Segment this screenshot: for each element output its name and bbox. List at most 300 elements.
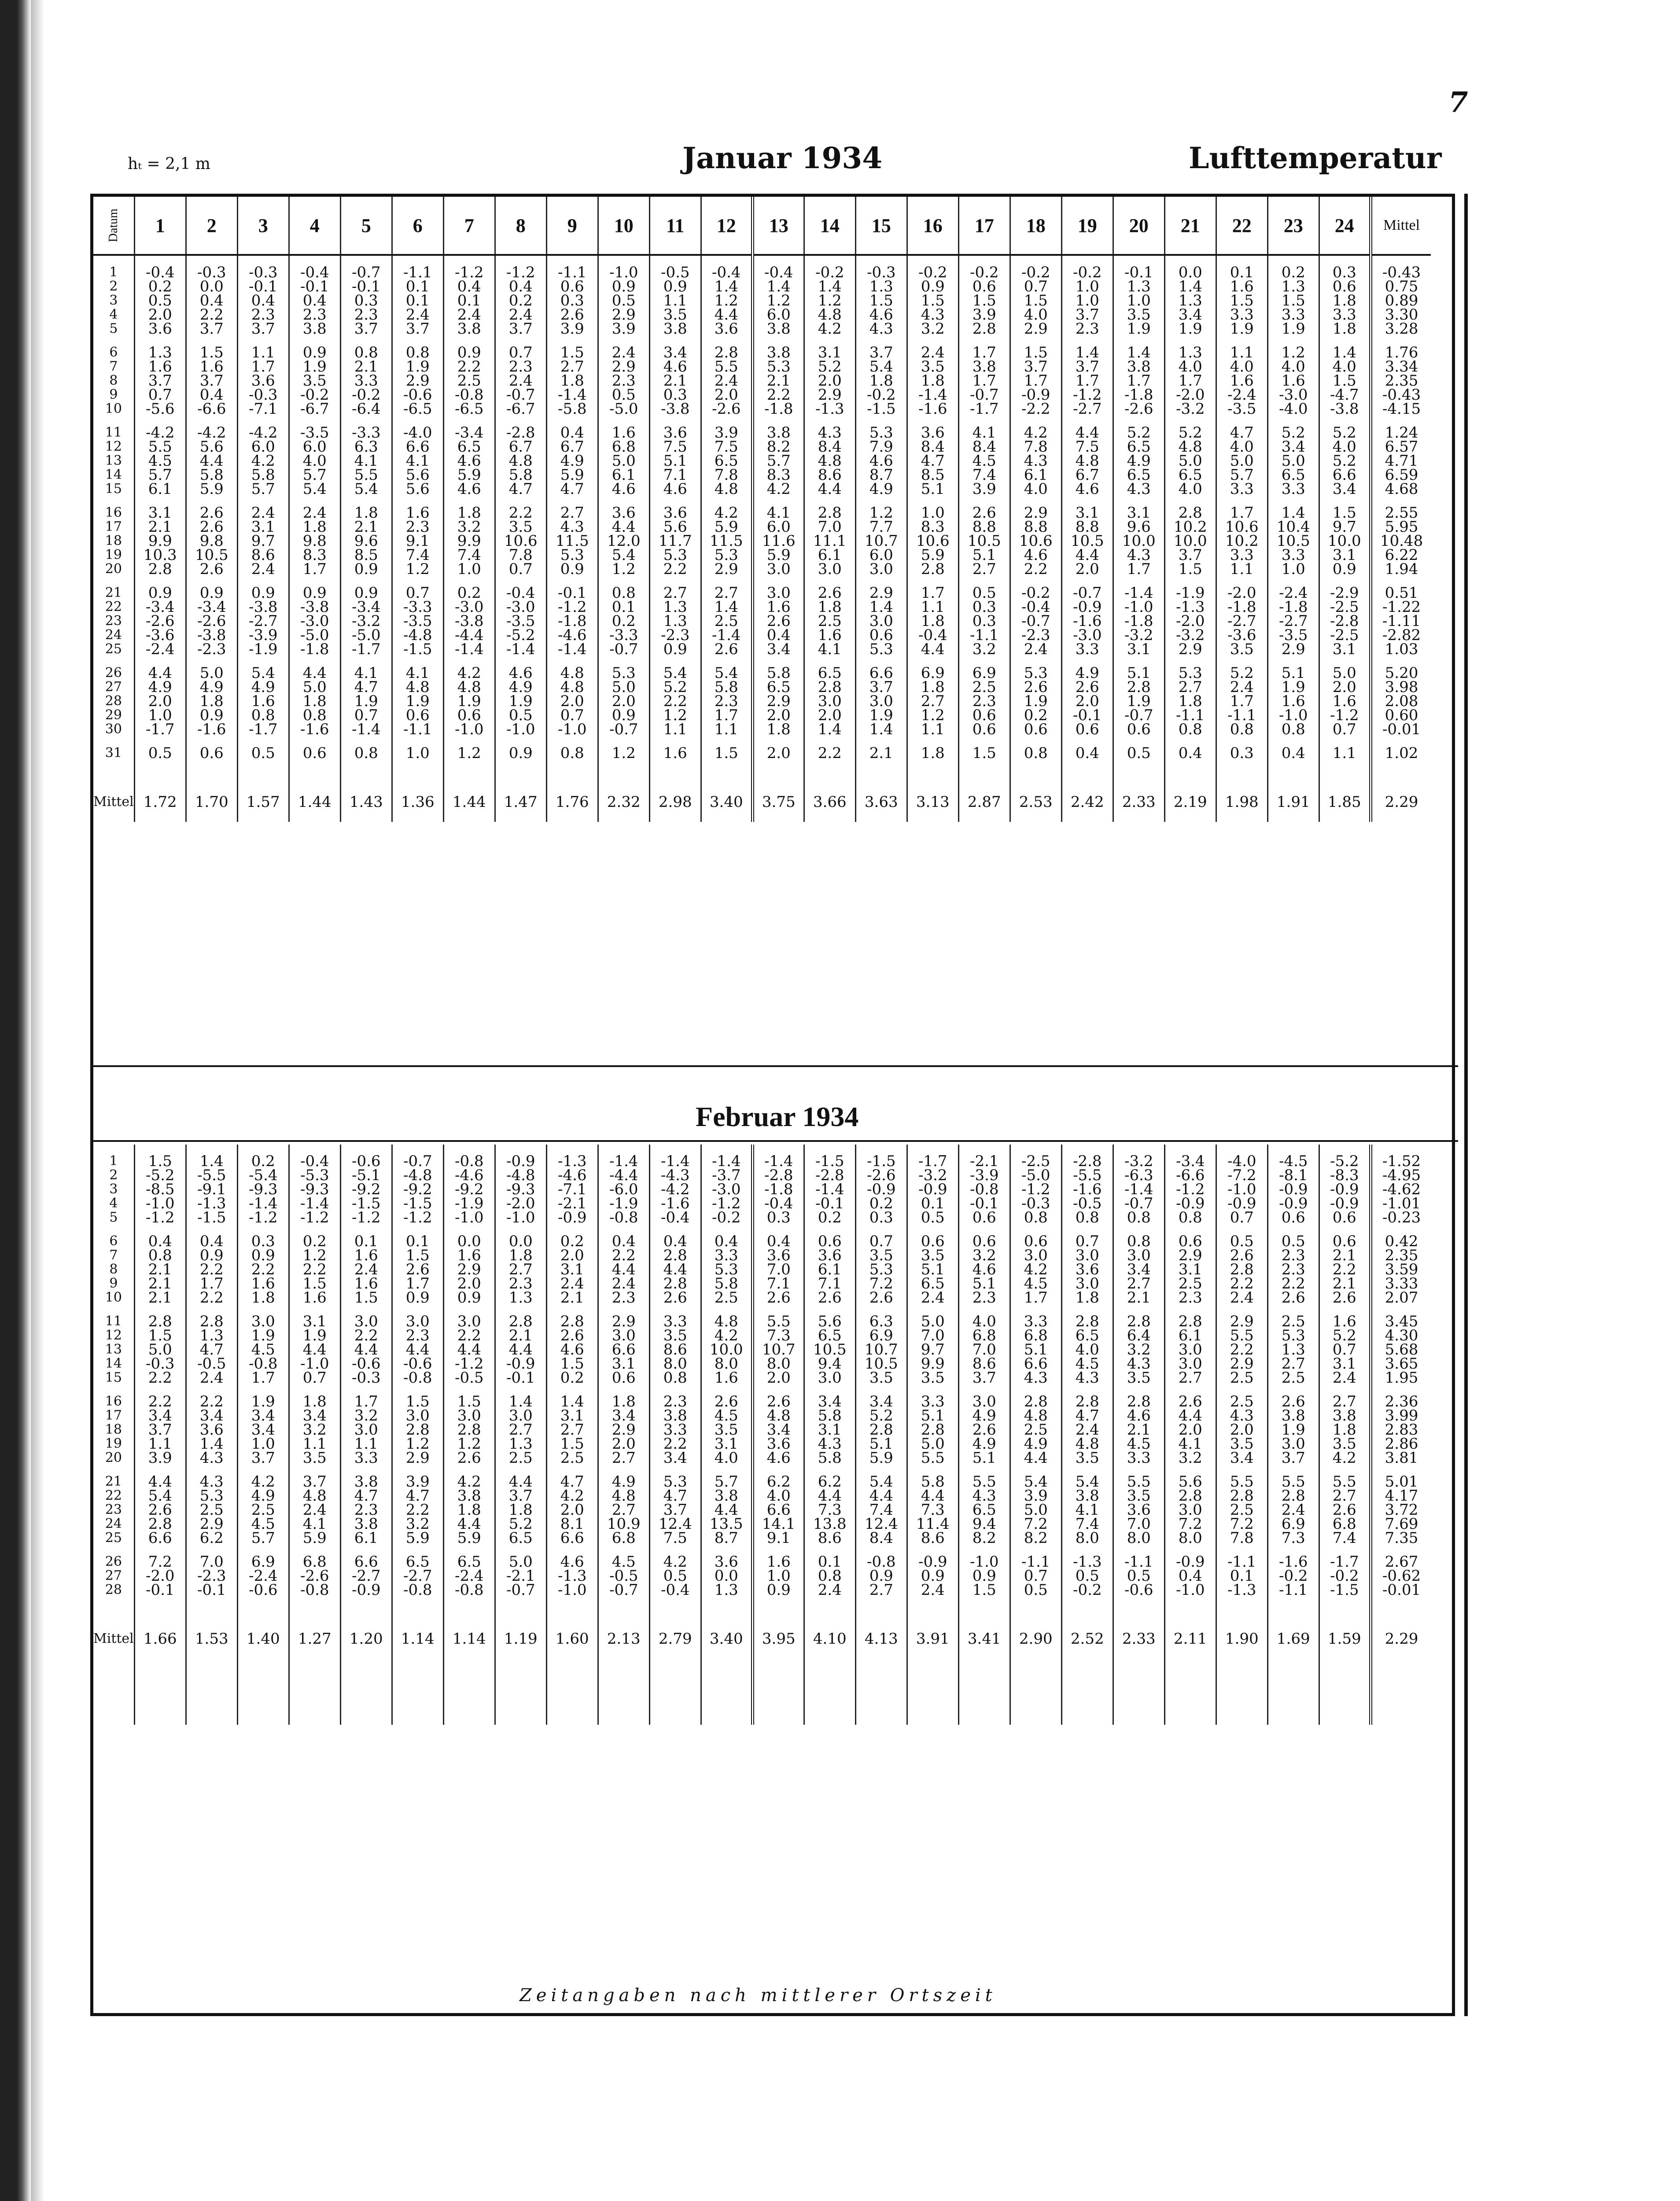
hour-value-cell: 0.1 [598, 600, 649, 614]
hour-value-cell: -7.1 [237, 402, 289, 416]
hour-value-cell: -1.6 [186, 722, 237, 736]
hour-value-cell: 3.0 [1061, 1277, 1113, 1291]
hour-value-cell: 3.2 [392, 1517, 443, 1531]
hour-value-cell: 4.9 [186, 680, 237, 694]
hour-value-cell: 4.9 [1010, 1437, 1061, 1451]
hour-value-cell: 1.6 [1267, 374, 1319, 388]
hour-value-cell: 1.5 [1319, 374, 1371, 388]
table-row [93, 360, 1431, 374]
table-row [93, 1262, 1431, 1277]
hour-value-cell: 10.5 [1267, 534, 1319, 548]
hour-value-cell: 2.4 [1216, 1291, 1267, 1305]
hour-value-cell: 0.8 [1216, 722, 1267, 736]
day-cell: 22 [105, 600, 122, 614]
day-cell: 12 [105, 440, 122, 454]
hour-value-cell: 1.8 [1061, 1291, 1113, 1305]
hour-value-cell: 7.4 [855, 1503, 907, 1517]
hour-value-cell: 0.0 [186, 280, 237, 294]
hour-value-cell: 2.6 [958, 1423, 1010, 1437]
hour-value-cell: -1.9 [443, 1196, 495, 1211]
hour-value-cell: 4.8 [1061, 1437, 1113, 1451]
hour-value-cell: 1.5 [1319, 506, 1371, 520]
hour-value-cell: -3.9 [237, 628, 289, 642]
hour-value-cell: -1.1 [1216, 1555, 1267, 1569]
hour-value-cell: -1.2 [134, 1211, 186, 1225]
hour-value-cell: 0.2 [443, 586, 495, 600]
hour-value-cell: -5.0 [598, 402, 649, 416]
hour-value-cell: -0.8 [392, 1583, 443, 1597]
hour-value-cell: 2.7 [598, 1503, 649, 1517]
hour-value-cell: -1.2 [443, 1357, 495, 1371]
january-table [93, 197, 1431, 822]
hour-value-cell: 2.8 [1061, 1314, 1113, 1329]
hour-value-cell: 7.4 [392, 548, 443, 562]
column-header-hour-18 [1010, 197, 1061, 255]
hour-value-cell: 5.3 [546, 548, 598, 562]
hour-value-cell: 2.7 [495, 1262, 546, 1277]
hour-value-cell: 5.7 [289, 468, 340, 482]
hour-value-cell: 3.1 [1319, 548, 1371, 562]
hour-value-cell: -1.2 [1319, 708, 1371, 722]
hour-value-cell: 6.6 [752, 1503, 804, 1517]
hour-value-cell: 3.0 [340, 1423, 392, 1437]
hour-value-cell: 0.1 [804, 1555, 855, 1569]
hour-value-cell: 7.3 [752, 1329, 804, 1343]
hour-value-cell: 7.5 [649, 440, 701, 454]
hour-value-cell: -6.5 [392, 402, 443, 416]
hour-value-cell: 2.4 [443, 308, 495, 322]
hour-value-cell: 2.2 [237, 1262, 289, 1277]
hour-value-cell: 3.8 [701, 1489, 752, 1503]
table-row [93, 374, 1431, 388]
hour-value-cell: -3.2 [1113, 628, 1164, 642]
hour-value-cell: -2.4 [237, 1569, 289, 1583]
hourly-mean-cell: 2.11 [1164, 1619, 1216, 1659]
hour-value-cell: -1.5 [340, 1196, 392, 1211]
hour-value-cell: 0.2 [855, 1196, 907, 1211]
hour-value-cell: 1.0 [907, 506, 958, 520]
hour-value-cell: 3.8 [1267, 1409, 1319, 1423]
hour-value-cell: -2.8 [495, 426, 546, 440]
hour-value-cell: 3.0 [1061, 1248, 1113, 1262]
hour-value-cell: 1.0 [443, 562, 495, 576]
table-row [93, 468, 1431, 482]
column-header-hour-22 [1216, 197, 1267, 255]
hour-value-cell: 4.9 [237, 1489, 289, 1503]
hour-value-cell: 1.8 [1319, 1423, 1371, 1437]
spacer-row [93, 416, 1431, 426]
hour-value-cell: 6.0 [855, 548, 907, 562]
hour-value-cell: 7.8 [1216, 1531, 1267, 1545]
hour-value-cell: 5.6 [649, 520, 701, 534]
day-cell: 26 [105, 666, 122, 680]
day-cell: 13 [105, 1343, 122, 1357]
hour-value-cell: 5.8 [237, 468, 289, 482]
table-row [93, 1489, 1431, 1503]
hour-value-cell: -0.6 [340, 1357, 392, 1371]
hour-value-cell: 0.9 [649, 642, 701, 656]
hour-value-cell: -1.1 [392, 265, 443, 280]
hour-value-cell: -5.5 [186, 1168, 237, 1182]
hour-value-cell: -1.2 [1010, 1182, 1061, 1196]
hour-value-cell: -2.9 [1319, 586, 1371, 600]
hour-value-cell: -9.2 [340, 1182, 392, 1196]
daily-mean-cell: 6.22 [1371, 548, 1431, 562]
hour-value-cell: 4.4 [804, 482, 855, 496]
hour-value-cell: 5.0 [1164, 454, 1216, 468]
hour-value-cell: 1.1 [649, 294, 701, 308]
hour-value-cell: 0.5 [598, 294, 649, 308]
hour-value-cell: -3.4 [340, 600, 392, 614]
hour-value-cell: 12.0 [598, 534, 649, 548]
hour-value-cell: 3.3 [907, 1395, 958, 1409]
hour-value-cell: 5.4 [134, 1489, 186, 1503]
hour-value-cell: -1.2 [443, 265, 495, 280]
hour-value-cell: 9.7 [237, 534, 289, 548]
hour-value-cell: -0.7 [598, 642, 649, 656]
table-row [93, 1168, 1431, 1182]
hour-value-cell: 0.2 [289, 1234, 340, 1248]
hour-value-cell: 1.6 [649, 746, 701, 760]
hour-value-cell: -2.0 [1164, 614, 1216, 628]
hourly-mean-cell: 1.20 [340, 1619, 392, 1659]
footer-note: Zeitangaben nach mittlerer Ortszeit [519, 1985, 997, 2006]
monthly-mean-cell: 2.29 [1371, 782, 1431, 822]
hour-value-cell: 3.6 [804, 1248, 855, 1262]
february-title: Februar 1934 [696, 1101, 859, 1132]
hour-value-cell: 1.9 [1113, 322, 1164, 336]
hour-value-cell: 4.4 [340, 1343, 392, 1357]
hour-value-cell: 3.1 [1164, 1262, 1216, 1277]
hour-value-cell: -1.7 [907, 1154, 958, 1168]
hour-value-cell: 2.8 [443, 1423, 495, 1437]
hour-value-cell: 0.9 [907, 280, 958, 294]
hour-value-cell: 2.6 [1010, 680, 1061, 694]
hour-value-cell: 1.8 [907, 614, 958, 628]
hour-value-cell: 6.5 [701, 454, 752, 468]
book-spine-edge [0, 0, 31, 2201]
hour-value-cell: -1.9 [237, 642, 289, 656]
table-row [93, 1234, 1431, 1248]
hour-value-cell: 0.8 [1267, 722, 1319, 736]
column-header-hour-5-label: 5 [361, 214, 371, 236]
hour-value-cell: 1.6 [340, 1248, 392, 1262]
hour-value-cell: 2.5 [958, 680, 1010, 694]
hour-value-cell: 4.0 [752, 1489, 804, 1503]
hour-value-cell: 6.0 [237, 440, 289, 454]
hour-value-cell: -0.1 [1061, 708, 1113, 722]
hour-value-cell: -3.8 [186, 628, 237, 642]
hour-value-cell: 0.7 [1010, 280, 1061, 294]
hour-value-cell: 3.7 [1061, 360, 1113, 374]
day-cell: 8 [109, 374, 118, 388]
daily-mean-cell: 0.89 [1371, 294, 1431, 308]
hour-value-cell: -5.3 [289, 1168, 340, 1182]
day-cell: 7 [109, 1248, 118, 1262]
hour-value-cell: 2.7 [546, 360, 598, 374]
hour-value-cell: -1.2 [340, 1211, 392, 1225]
hour-value-cell: 2.9 [598, 308, 649, 322]
hour-value-cell: 4.6 [598, 482, 649, 496]
hour-value-cell: 0.3 [546, 294, 598, 308]
hour-value-cell: 4.0 [289, 454, 340, 468]
hour-value-cell: 0.8 [804, 1569, 855, 1583]
hour-value-cell: -2.1 [495, 1569, 546, 1583]
column-header-hour-13-label: 13 [769, 214, 788, 236]
hour-value-cell: 1.3 [1113, 280, 1164, 294]
column-header-hour-1-label: 1 [155, 214, 165, 236]
hour-value-cell: 1.9 [1267, 1423, 1319, 1437]
hour-value-cell: 0.9 [186, 708, 237, 722]
hour-value-cell: 1.3 [649, 600, 701, 614]
hour-value-cell: 1.5 [546, 1437, 598, 1451]
hour-value-cell: 2.3 [495, 360, 546, 374]
table-row [93, 322, 1431, 336]
hour-value-cell: 5.2 [1267, 426, 1319, 440]
hour-value-cell: -2.5 [1319, 600, 1371, 614]
hour-value-cell: 2.5 [701, 1291, 752, 1305]
hourly-mean-cell: 2.19 [1164, 782, 1216, 822]
day-cell: 1 [109, 1154, 118, 1168]
day-cell: 24 [105, 1517, 122, 1531]
hour-value-cell: 5.0 [134, 1343, 186, 1357]
hour-value-cell: 0.8 [1010, 746, 1061, 760]
hour-value-cell: 6.5 [1113, 440, 1164, 454]
hour-value-cell: 4.9 [237, 680, 289, 694]
hour-value-cell: -0.6 [237, 1583, 289, 1597]
column-header-hour-20 [1113, 197, 1164, 255]
table-row [93, 722, 1431, 736]
daily-mean-cell: 0.42 [1371, 1234, 1431, 1248]
hour-value-cell: 6.1 [804, 548, 855, 562]
hour-value-cell: 4.4 [134, 1475, 186, 1489]
hour-value-cell: 5.8 [186, 468, 237, 482]
hour-value-cell: 2.9 [1010, 322, 1061, 336]
hour-value-cell: 4.3 [1061, 1371, 1113, 1385]
hour-value-cell: 5.7 [237, 482, 289, 496]
hour-value-cell: -0.1 [186, 1583, 237, 1597]
table-row [93, 708, 1431, 722]
table-row [93, 426, 1431, 440]
hour-value-cell: 0.3 [958, 600, 1010, 614]
hour-value-cell: -6.0 [598, 1182, 649, 1196]
hour-value-cell: 9.8 [289, 534, 340, 548]
hourly-mean-cell: 2.33 [1113, 782, 1164, 822]
hour-value-cell: 10.6 [1010, 534, 1061, 548]
table-row [93, 506, 1431, 520]
hour-value-cell: 1.4 [855, 722, 907, 736]
hour-value-cell: 2.5 [804, 614, 855, 628]
hour-value-cell: 2.5 [701, 614, 752, 628]
hour-value-cell: 1.5 [546, 346, 598, 360]
hour-value-cell: 5.0 [495, 1555, 546, 1569]
hour-value-cell: 2.6 [752, 1395, 804, 1409]
hour-value-cell: 2.6 [752, 614, 804, 628]
hour-value-cell: 5.9 [289, 1531, 340, 1545]
hour-value-cell: 3.3 [340, 374, 392, 388]
hour-value-cell: 4.3 [1010, 1371, 1061, 1385]
hour-value-cell: 7.2 [134, 1555, 186, 1569]
hour-value-cell: 0.9 [186, 586, 237, 600]
hour-value-cell: 12.4 [855, 1517, 907, 1531]
table-row [93, 1569, 1431, 1583]
hour-value-cell: 4.7 [186, 1343, 237, 1357]
hour-value-cell: 1.8 [289, 520, 340, 534]
hour-value-cell: 6.0 [289, 440, 340, 454]
hour-value-cell: -0.4 [752, 265, 804, 280]
hour-value-cell: 3.2 [443, 520, 495, 534]
hour-value-cell: 0.8 [1164, 722, 1216, 736]
day-cell: 10 [105, 402, 122, 416]
spacer-row [93, 576, 1431, 586]
hour-value-cell: 2.7 [1267, 1357, 1319, 1371]
hour-value-cell: 4.2 [237, 1475, 289, 1489]
hour-value-cell: 0.6 [1010, 722, 1061, 736]
hour-value-cell: 0.4 [134, 1234, 186, 1248]
column-header-datum [93, 197, 134, 255]
hour-value-cell: 5.9 [855, 1451, 907, 1465]
hour-value-cell: 2.8 [1164, 1489, 1216, 1503]
hour-value-cell: 1.3 [701, 1583, 752, 1597]
hour-value-cell: -0.8 [289, 1583, 340, 1597]
hour-value-cell: 2.2 [649, 694, 701, 708]
hour-value-cell: 2.3 [340, 308, 392, 322]
hour-value-cell: 2.0 [752, 708, 804, 722]
hour-value-cell: -6.4 [340, 402, 392, 416]
hour-value-cell: 3.4 [649, 1451, 701, 1465]
hour-value-cell: 2.6 [855, 1291, 907, 1305]
hour-value-cell: -5.2 [495, 628, 546, 642]
hour-value-cell: 13.5 [701, 1517, 752, 1531]
hour-value-cell: 10.5 [958, 534, 1010, 548]
hour-value-cell: -1.3 [546, 1154, 598, 1168]
hour-value-cell: 6.5 [804, 1329, 855, 1343]
hour-value-cell: 6.6 [340, 1555, 392, 1569]
hour-value-cell: 4.3 [1216, 1409, 1267, 1423]
hour-value-cell: 3.5 [855, 1248, 907, 1262]
hour-value-cell: 1.6 [701, 1371, 752, 1385]
hour-value-cell: 2.8 [649, 1277, 701, 1291]
hour-value-cell: 2.2 [443, 1329, 495, 1343]
table-row [93, 308, 1431, 322]
mean-row [93, 782, 1431, 822]
hour-value-cell: 7.2 [855, 1277, 907, 1291]
hour-value-cell: 0.9 [340, 586, 392, 600]
hour-value-cell: 3.6 [649, 426, 701, 440]
hour-value-cell: 6.4 [1113, 1329, 1164, 1343]
hour-value-cell: 5.7 [752, 454, 804, 468]
book-spine-shadow [31, 0, 44, 2201]
hour-value-cell: -0.8 [443, 388, 495, 402]
table-row [93, 1475, 1431, 1489]
hourly-mean-cell: 1.90 [1216, 1619, 1267, 1659]
daily-mean-cell: -0.62 [1371, 1569, 1431, 1583]
hour-value-cell: 4.1 [340, 454, 392, 468]
hour-value-cell: 1.5 [546, 1357, 598, 1371]
hour-value-cell: 1.3 [1267, 1343, 1319, 1357]
hour-value-cell: -4.6 [546, 1168, 598, 1182]
hour-value-cell: 2.0 [701, 388, 752, 402]
hour-value-cell: -1.5 [1319, 1583, 1371, 1597]
hour-value-cell: 2.6 [546, 1329, 598, 1343]
table-row [93, 1154, 1431, 1168]
hour-value-cell: 3.8 [443, 1489, 495, 1503]
spacer-row [93, 1465, 1431, 1475]
hour-value-cell: 0.9 [649, 280, 701, 294]
hour-value-cell: -4.2 [134, 426, 186, 440]
table-row [93, 520, 1431, 534]
table-row [93, 1555, 1431, 1569]
hour-value-cell: 3.5 [907, 1371, 958, 1385]
day-cell: 28 [105, 1583, 122, 1597]
hour-value-cell: 3.5 [289, 1451, 340, 1465]
column-header-hour-11 [649, 197, 701, 255]
hour-value-cell: -0.7 [495, 388, 546, 402]
hour-value-cell: 0.8 [340, 346, 392, 360]
hour-value-cell: -3.8 [289, 600, 340, 614]
hour-value-cell: 4.4 [649, 1262, 701, 1277]
spacer-row [93, 1225, 1431, 1234]
hour-value-cell: 2.3 [958, 694, 1010, 708]
hour-value-cell: 14.1 [752, 1517, 804, 1531]
hour-value-cell: 2.1 [134, 1291, 186, 1305]
hour-value-cell: -0.1 [958, 1196, 1010, 1211]
hour-value-cell: 2.6 [752, 1291, 804, 1305]
hour-value-cell: -1.7 [237, 722, 289, 736]
hour-value-cell: -0.2 [1267, 1569, 1319, 1583]
hour-value-cell: -3.4 [186, 600, 237, 614]
hour-value-cell: 0.7 [1319, 1343, 1371, 1357]
hour-value-cell: 2.2 [289, 1262, 340, 1277]
hour-value-cell: 2.1 [134, 1277, 186, 1291]
hour-value-cell: 5.3 [649, 548, 701, 562]
hour-value-cell: 3.5 [649, 1329, 701, 1343]
table-row [93, 746, 1431, 760]
hour-value-cell: 6.8 [289, 1555, 340, 1569]
hour-value-cell: 5.9 [752, 548, 804, 562]
hour-value-cell: -0.2 [1010, 586, 1061, 600]
hour-value-cell: -3.7 [701, 1168, 752, 1182]
hour-value-cell: 4.4 [804, 1489, 855, 1503]
hour-value-cell: -0.7 [1010, 614, 1061, 628]
hour-value-cell: 2.9 [1216, 1357, 1267, 1371]
hour-value-cell: -0.9 [855, 1182, 907, 1196]
hour-value-cell: 5.9 [907, 548, 958, 562]
hour-value-cell: 4.4 [186, 454, 237, 468]
hour-value-cell: 4.1 [1164, 1437, 1216, 1451]
hour-value-cell: 1.5 [907, 294, 958, 308]
hour-value-cell: 2.1 [340, 520, 392, 534]
hour-value-cell: -3.0 [1267, 388, 1319, 402]
hour-value-cell: 0.9 [289, 346, 340, 360]
day-cell: 28 [105, 694, 122, 708]
hour-value-cell: -0.9 [1061, 600, 1113, 614]
hour-value-cell: -0.5 [186, 1357, 237, 1371]
section-divider [93, 1140, 1458, 1142]
hour-value-cell: 1.5 [340, 1291, 392, 1305]
hour-value-cell: 0.1 [1216, 1569, 1267, 1583]
hour-value-cell: 3.3 [1216, 308, 1267, 322]
hour-value-cell: 0.6 [907, 1234, 958, 1248]
hour-value-cell: -1.0 [958, 1555, 1010, 1569]
hour-value-cell: 2.1 [1113, 1423, 1164, 1437]
daily-mean-cell: 5.20 [1371, 666, 1431, 680]
hour-value-cell: 4.3 [546, 520, 598, 534]
hour-value-cell: -0.2 [1319, 1569, 1371, 1583]
hour-value-cell: -0.7 [1113, 1196, 1164, 1211]
hour-value-cell: 2.2 [598, 1248, 649, 1262]
daily-mean-cell: 2.36 [1371, 1395, 1431, 1409]
